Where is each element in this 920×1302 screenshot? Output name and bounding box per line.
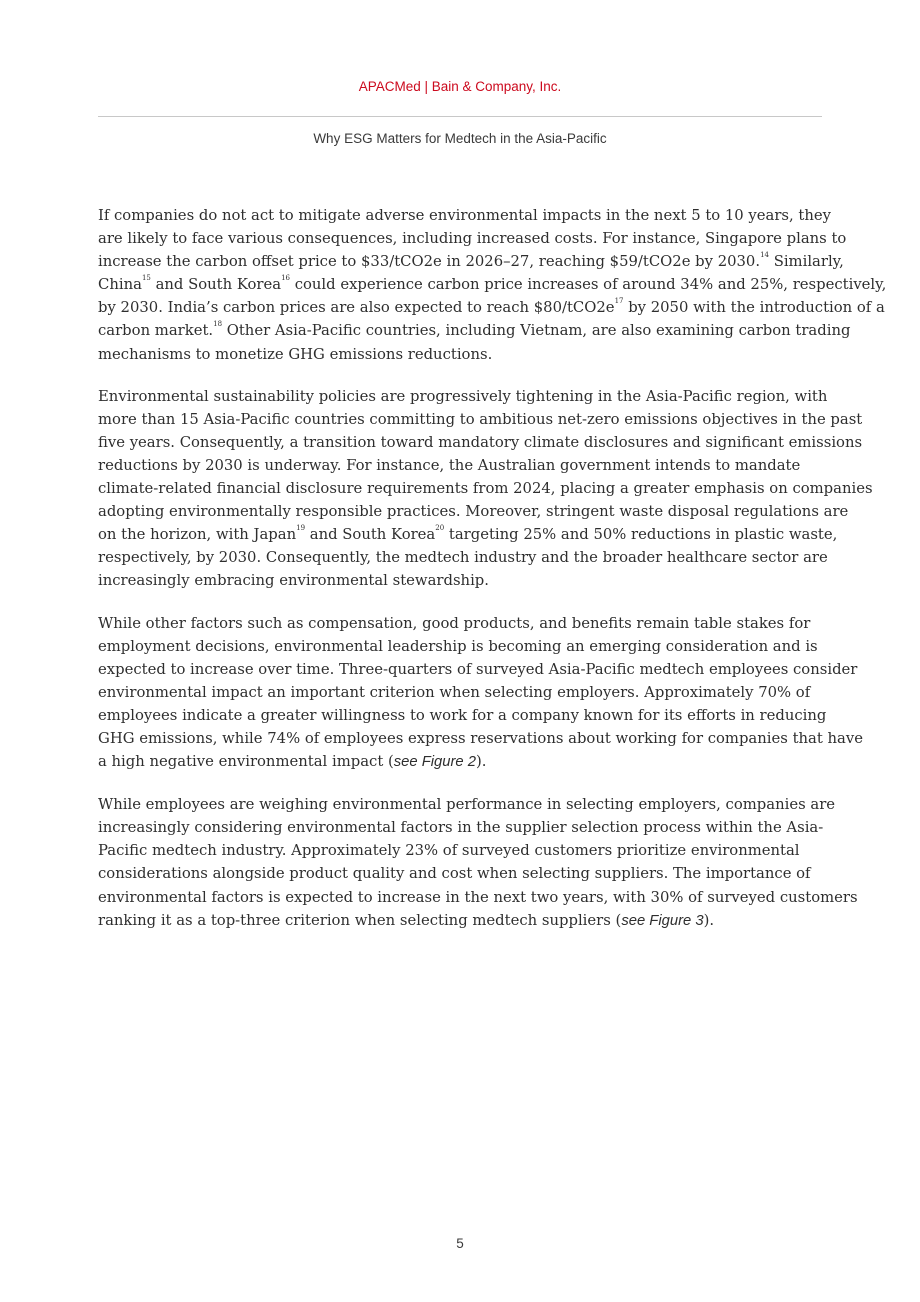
- paragraph-3: [98, 612, 863, 775]
- text-segment: Other Asia-Pacific countries, including Vietnam, are also examining carbon trading: [222, 322, 851, 340]
- text-segment: While other factors such as compensation, good products, and benefits remain table stakes for: [98, 614, 811, 632]
- text-line: [98, 704, 832, 727]
- text-line: [98, 408, 863, 431]
- figure-reference: see Figure 2: [393, 754, 476, 771]
- text-line: [98, 750, 832, 774]
- text-segment: While employees are weighing environmental performance in selecting employers, companies are: [98, 796, 836, 814]
- figure-reference: see Figure 3: [621, 912, 704, 929]
- text-segment: GHG emissions, while 74% of employees express reservations about working for companies that have: [98, 729, 863, 747]
- text-line: [98, 296, 885, 319]
- text-segment: a high negative environmental impact (: [98, 753, 394, 771]
- text-segment: increasingly considering environmental factors in the supplier selection process within the Asia-: [98, 819, 824, 837]
- document-subtitle: Why ESG Matters for Medtech in the Asia-Pacific: [313, 131, 607, 146]
- text-segment: are likely to face various consequences, including increased costs. For instance, Singapore plans to: [98, 230, 847, 248]
- text-line: [98, 727, 863, 750]
- text-line: [98, 319, 851, 342]
- body-text: [98, 204, 887, 952]
- footnote-reference: 14: [760, 251, 769, 260]
- header-divider: [98, 116, 822, 117]
- text-segment: expected to increase over time. Three-quarters of surveyed Asia-Pacific medtech employees consider: [98, 660, 858, 678]
- page-number: 5: [456, 1236, 464, 1251]
- text-segment: environmental impact an important criterion when selecting employers. Approximately 70% of: [98, 683, 811, 701]
- footnote-reference: 15: [141, 274, 151, 283]
- text-line: [98, 658, 858, 681]
- text-segment: targeting 25% and 50% reductions in plastic waste,: [444, 526, 838, 544]
- text-segment: increasingly embracing environmental stewardship.: [98, 572, 489, 590]
- text-segment: ).: [476, 753, 487, 771]
- text-segment: carbon market.: [98, 322, 214, 340]
- footnote-reference: 16: [281, 274, 290, 283]
- text-line: [98, 431, 863, 454]
- text-line: [98, 839, 832, 862]
- footnote-reference: 19: [296, 524, 306, 533]
- footnote-reference: 18: [213, 320, 223, 329]
- text-line: [98, 273, 887, 296]
- text-segment: China: [98, 276, 142, 294]
- text-segment: mechanisms to monetize GHG emissions reductions.: [98, 345, 493, 363]
- text-line: [98, 612, 832, 635]
- text-segment: and South Korea: [305, 526, 436, 544]
- text-segment: Similarly,: [768, 253, 844, 271]
- text-segment: considerations alongside product quality and cost when selecting suppliers. The importance of: [98, 865, 811, 883]
- text-segment: reductions by 2030 is underway. For instance, the Australian government intends to mandate: [98, 456, 801, 474]
- text-line: [98, 523, 838, 546]
- footnote-reference: 17: [614, 297, 624, 306]
- header-brand: APACMed | Bain & Company, Inc.: [358, 79, 562, 94]
- paragraph-4: [98, 793, 858, 933]
- text-line: [98, 569, 832, 592]
- text-line: [98, 909, 832, 933]
- text-line: [98, 204, 832, 227]
- text-line: [98, 343, 832, 366]
- text-line: [98, 454, 832, 477]
- text-line: [98, 681, 832, 704]
- text-segment: environmental factors is expected to increase in the next two years, with 30% of surveyed customers: [98, 888, 858, 906]
- text-line: [98, 886, 858, 909]
- text-segment: respectively, by 2030. Consequently, the medtech industry and the broader healthcare sector are: [98, 549, 828, 567]
- text-line: [98, 500, 849, 523]
- text-line: [98, 793, 836, 816]
- text-segment: adopting environmentally responsible practices. Moreover, stringent waste disposal regulations are: [98, 503, 849, 521]
- paragraph-1: [98, 204, 887, 366]
- footnote-reference: 20: [435, 524, 445, 533]
- paragraph-2: [98, 385, 873, 593]
- text-segment: increase the carbon offset price to $33/tCO2e in 2026–27, reaching $59/tCO2e by 2030.: [98, 253, 761, 271]
- text-line: [98, 816, 832, 839]
- text-segment: by 2050 with the introduction of a: [623, 299, 885, 317]
- text-segment: and South Korea: [150, 276, 282, 294]
- text-segment: by 2030. India’s carbon prices are also expected to reach $80/tCO2e: [98, 299, 615, 317]
- text-segment: climate-related financial disclosure requirements from 2024, placing a greater emphasis on companies: [98, 480, 873, 498]
- text-line: [98, 227, 847, 250]
- text-segment: employees indicate a greater willingness to work for a company known for its efforts in reducing: [98, 706, 827, 724]
- text-segment: could experience carbon price increases of around 34% and 25%, respectively,: [289, 276, 887, 294]
- text-line: [98, 385, 832, 408]
- text-line: [98, 862, 832, 885]
- text-segment: employment decisions, environmental leadership is becoming an emerging consideration and is: [98, 637, 818, 655]
- text-segment: more than 15 Asia-Pacific countries committing to ambitious net-zero emissions objectives in the past: [98, 410, 863, 428]
- text-segment: If companies do not act to mitigate adverse environmental impacts in the next 5 to 10 years, they: [98, 207, 832, 224]
- text-segment: Environmental sustainability policies are progressively tightening in the Asia-Pacific region, with: [98, 387, 828, 405]
- text-line: [98, 546, 832, 569]
- text-segment: five years. Consequently, a transition toward mandatory climate disclosures and significant emissions: [98, 433, 863, 451]
- text-segment: Pacific medtech industry. Approximately 23% of surveyed customers prioritize environmental: [98, 842, 800, 860]
- text-segment: ranking it as a top-three criterion when selecting medtech suppliers (: [98, 911, 622, 929]
- text-line: [98, 477, 873, 500]
- text-segment: ).: [703, 911, 715, 929]
- text-line: [98, 250, 844, 273]
- text-segment: on the horizon, with Japan: [98, 526, 297, 544]
- text-line: [98, 635, 832, 658]
